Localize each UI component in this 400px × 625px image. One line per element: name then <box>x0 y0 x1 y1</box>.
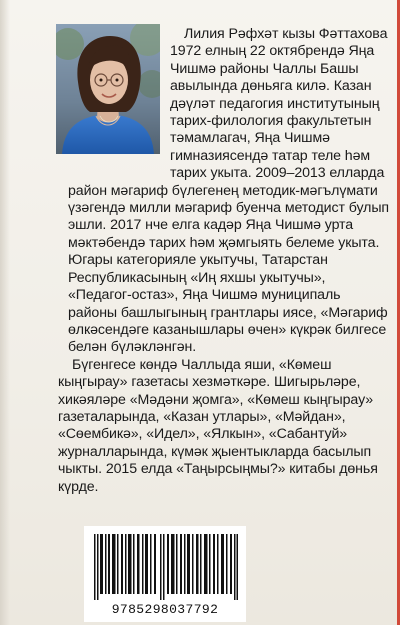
cover-edge-shadow <box>0 0 10 625</box>
author-biography <box>58 26 392 496</box>
biography-paragraph-2: Бүгенгесе көндә Чаллыда яши, «Көмеш кыңгырау» газетасы хезмәткәре. Шигырьләре, хикәяләре «Мәдәни җомга», «Көмеш кыңгырау» газеталарында, «Казан утлары», «Мәйдан», «Сөембикә», «Идел», «Ялкын», «Сабантуй» журналларында, күмәк җыентыкларда басылып чыкты. 2015 елда «Таңырсыңмы?» китабы дөнья күрде. <box>58 356 378 495</box>
biography-paragraph-1: Лилия Рәфхәт кызы Фәттахова 1972 елның 22 октябрендә Яңа Чишмә районы Чаллы Башы авылында дөньяга килә. Казан дәүләт педагогия институтының тарих-филология факультетын тәмамлагач, Яңа Чишмә гимназиясендә татар теле һәм тарих укыта. 2009–2013 елларда район мәгариф бүлегенең методик-мәгълүмати үзәгендә милли мәгариф буенча методист булып эшли. 2017 нче елга кадәр Яңа Чишмә урта мәктәбендә тарих һәм җәмгыять белеме укыта. Югары категорияле укытучы, Татарстан Республикасының «Иң яхшы укытучы», «Педагог-остаз», Яңа Чишмә муниципаль районы башлыгының грантлары иясе, «Мәгариф өлкәсендәге казанышлары өчен» күкрәк билгесе белән бүләкләнгән. <box>68 26 389 356</box>
photo-spacer <box>58 26 170 166</box>
barcode-bars <box>94 534 238 600</box>
isbn-number: 9785298037792 <box>111 602 219 617</box>
isbn-barcode <box>84 526 246 622</box>
